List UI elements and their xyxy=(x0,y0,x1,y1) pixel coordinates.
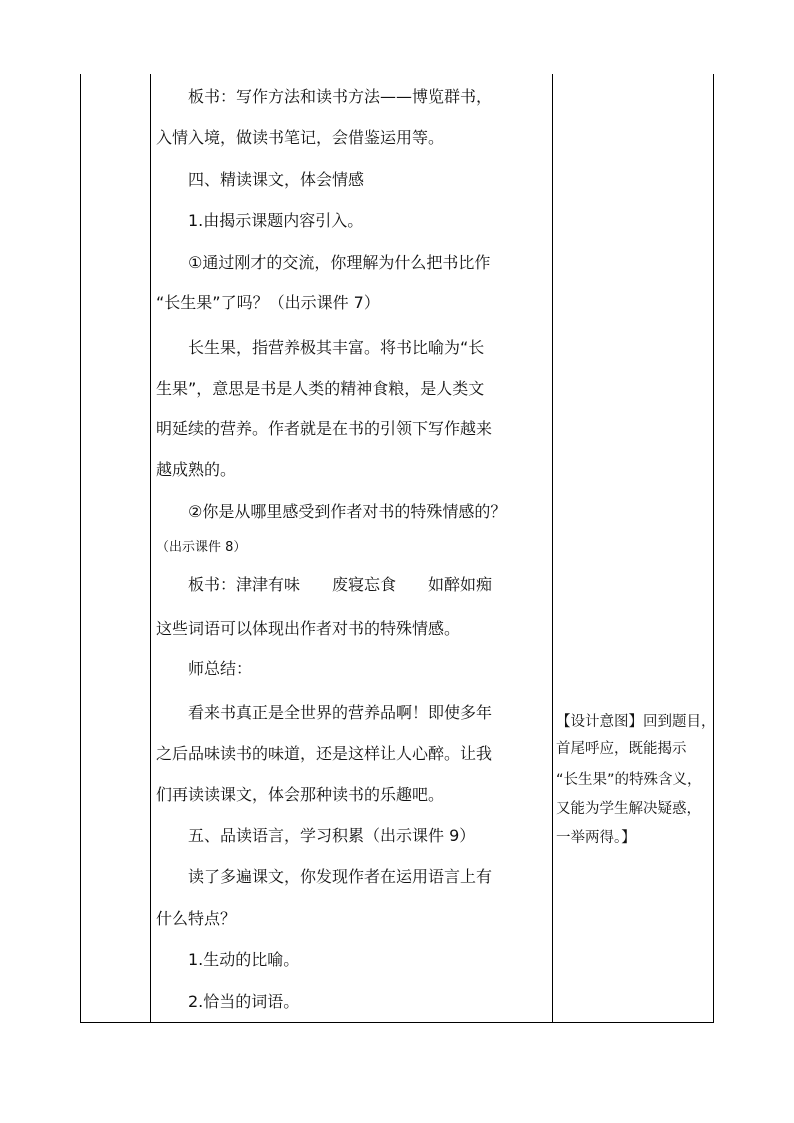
text-line: （出示课件 8） xyxy=(156,540,247,555)
section-heading: 五、品读语言，学习积累（出示课件 9） xyxy=(156,826,476,845)
text-line: 读了多遍课文，你发现作者在运用语言上有 xyxy=(156,867,493,886)
text-line: 师总结： xyxy=(156,659,253,678)
text-line: 板书：津津有味 废寝忘食 如醉如痴 xyxy=(156,575,493,594)
text-line: 1.生动的比喻。 xyxy=(156,950,300,969)
design-intent-line: “长生果”的特殊含义， xyxy=(556,772,702,788)
table-border-col2 xyxy=(552,74,553,1023)
text-line: 生果”，意思是书是人类的精神食粮，是人类文 xyxy=(156,379,485,398)
text-line: 1.由揭示课题内容引入。 xyxy=(156,211,364,230)
text-line: 2.恰当的词语。 xyxy=(156,992,300,1011)
text-line: 明延续的营养。作者就是在书的引领下写作越来 xyxy=(156,419,493,438)
text-line: 入情入境，做读书笔记，会借鉴运用等。 xyxy=(156,128,445,147)
text-line: 长生果，指营养极其丰富。将书比喻为“长 xyxy=(156,338,485,357)
design-intent-line: 一举两得。】 xyxy=(556,830,636,846)
table-border-right xyxy=(713,74,714,1023)
design-intent-line: 首尾呼应，既能揭示 xyxy=(556,741,687,757)
text-line: 们再读读课文，体会那种读书的乐趣吧。 xyxy=(156,785,445,804)
text-line: 什么特点？ xyxy=(156,909,237,928)
text-line: 越成熟的。 xyxy=(156,460,237,479)
table-border-left xyxy=(80,74,81,1023)
design-intent-line: 又能为学生解决疑惑， xyxy=(556,801,701,817)
section-heading: 四、精读课文，体会情感 xyxy=(156,170,365,189)
text-line: 之后品味读书的味道，还是这样让人心醉。让我 xyxy=(156,744,493,763)
table-border-col1 xyxy=(150,74,151,1023)
text-line: ①通过刚才的交流，你理解为什么把书比作 xyxy=(156,253,491,272)
text-line: 看来书真正是全世界的营养品啊！即使多年 xyxy=(156,703,493,722)
text-line: 板书：写作方法和读书方法——博览群书， xyxy=(156,87,493,106)
text-line: “长生果”了吗？（出示课件 7） xyxy=(156,293,380,312)
design-intent-line: 【设计意图】回到题目， xyxy=(556,714,716,730)
text-line: ②你是从哪里感受到作者对书的特殊情感的？ xyxy=(156,502,507,521)
text-line: 这些词语可以体现出作者对书的特殊情感。 xyxy=(156,619,461,638)
table-border-bottom xyxy=(80,1022,714,1023)
